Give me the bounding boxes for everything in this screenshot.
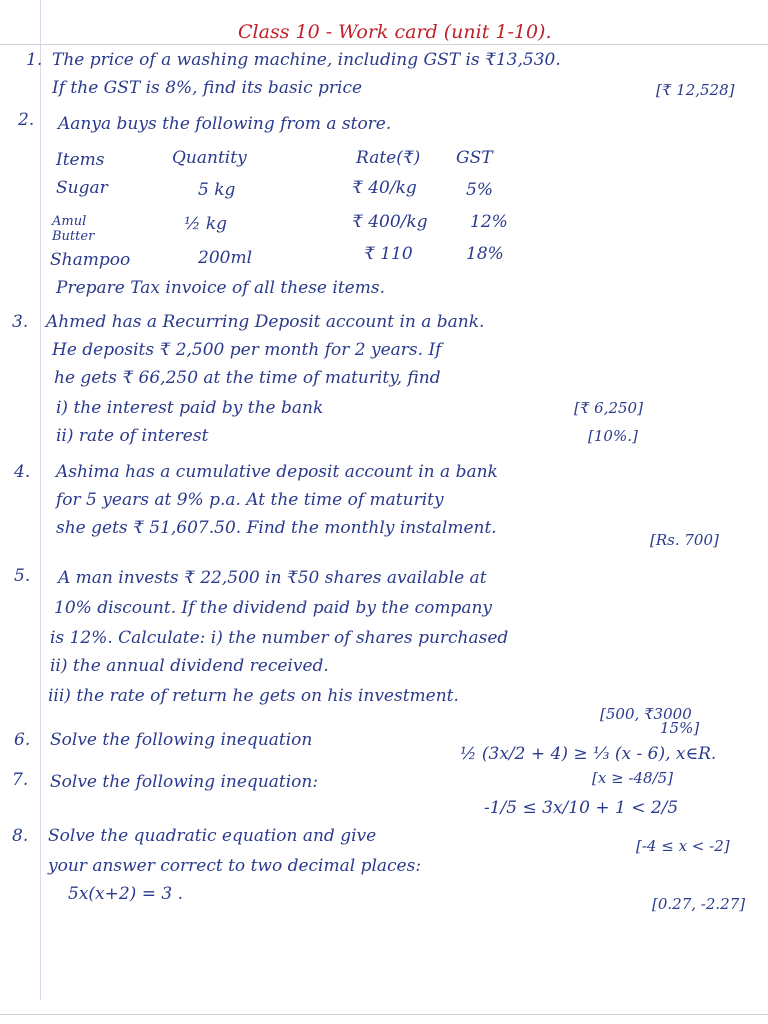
q1-line1: The price of a washing machine, including GST is ₹13,530. <box>52 50 561 70</box>
table-header-items: Items <box>56 150 105 170</box>
page-title: Class 10 - Work card (unit 1-10). <box>238 21 552 43</box>
q8-line3: 5x(x+2) = 3 . <box>68 884 183 904</box>
table-cell-item: Sugar <box>56 178 108 198</box>
q6-text: Solve the following inequation <box>50 730 313 750</box>
q7-text: Solve the following inequation: <box>50 772 319 792</box>
table-header-quantity: Quantity <box>172 148 247 168</box>
table-cell-quantity: 200ml <box>198 248 253 268</box>
q3-line4: i) the interest paid by the bank <box>56 398 324 418</box>
table-cell-rate: ₹ 400/kg <box>352 212 428 232</box>
q2-prepare: Prepare Tax invoice of all these items. <box>56 278 385 298</box>
q3-line1: Ahmed has a Recurring Deposit account in a bank. <box>46 312 485 332</box>
q5-line4: ii) the annual dividend received. <box>50 656 329 676</box>
q5-line3: is 12%. Calculate: i) the number of shares purchased <box>50 628 509 648</box>
q6-expression: ½ (3x/2 + 4) ≥ ⅓ (x - 6), x∈R. <box>460 744 717 764</box>
q3-line2: He deposits ₹ 2,500 per month for 2 years. If <box>52 340 442 360</box>
q4-line1: Ashima has a cumulative deposit account in a bank <box>56 462 498 482</box>
q5-answer-1: [500, ₹3000 <box>600 705 692 723</box>
q3-line3: he gets ₹ 66,250 at the time of maturity, find <box>54 368 441 388</box>
question-number: 5. <box>14 566 31 586</box>
ruled-line <box>0 44 768 45</box>
question-number: 3. <box>12 312 29 332</box>
q7-answer: [-4 ≤ x < -2] <box>636 837 730 855</box>
table-cell-rate: ₹ 40/kg <box>352 178 417 198</box>
q3-line5: ii) rate of interest <box>56 426 209 446</box>
table-cell-gst: 12% <box>470 212 508 232</box>
table-cell-quantity: ½ kg <box>184 214 228 234</box>
q8-line1: Solve the quadratic equation and give <box>48 826 377 846</box>
q5-line2: 10% discount. If the dividend paid by the company <box>54 598 493 618</box>
table-cell-gst: 18% <box>466 244 504 264</box>
q3-answer-1: [₹ 6,250] <box>574 399 643 417</box>
table-cell-gst: 5% <box>466 180 493 200</box>
q5-line5: iii) the rate of return he gets on his investment. <box>48 686 459 706</box>
question-number: 6. <box>14 730 31 750</box>
table-cell-quantity: 5 kg <box>198 180 236 200</box>
q4-line2: for 5 years at 9% p.a. At the time of maturity <box>56 490 444 510</box>
margin-line <box>40 0 41 1000</box>
q5-answer-2: 15%] <box>660 719 700 737</box>
q5-line1: A man invests ₹ 22,500 in ₹50 shares available at <box>58 568 487 588</box>
table-cell-rate: ₹ 110 <box>364 244 413 264</box>
q6-answer: [x ≥ -48/5] <box>592 769 674 787</box>
question-number: 2. <box>18 110 35 130</box>
question-number: 4. <box>14 462 31 482</box>
q1-answer: [₹ 12,528] <box>656 81 735 99</box>
q2-intro: Aanya buys the following from a store. <box>58 114 392 134</box>
q4-answer: [Rs. 700] <box>650 531 719 549</box>
q7-expression: -1/5 ≤ 3x/10 + 1 < 2/5 <box>484 798 679 818</box>
table-header-gst: GST <box>456 148 493 168</box>
question-number: 8. <box>12 826 29 846</box>
q1-line2: If the GST is 8%, find its basic price <box>52 78 363 98</box>
table-cell-item: Shampoo <box>50 250 131 270</box>
q8-line2: your answer correct to two decimal places: <box>48 856 422 876</box>
q3-answer-2: [10%.] <box>588 427 638 445</box>
question-number: 7. <box>12 770 29 790</box>
question-number: 1. <box>26 50 43 70</box>
q8-answer: [0.27, -2.27] <box>652 895 746 913</box>
ruled-line <box>0 1014 768 1015</box>
q4-line3: she gets ₹ 51,607.50. Find the monthly instalment. <box>56 518 497 538</box>
table-header-rate: Rate(₹) <box>356 148 421 168</box>
table-cell-item: Amul Butter <box>52 214 95 244</box>
